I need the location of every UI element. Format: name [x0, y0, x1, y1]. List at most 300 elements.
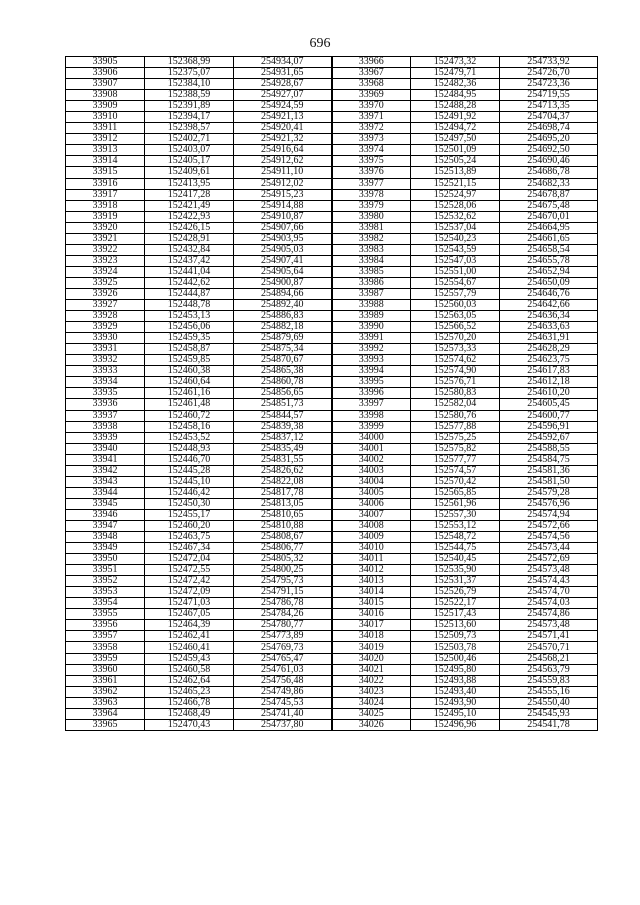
coord-y-left-cell: 254911,10	[234, 167, 332, 178]
coord-y-right-cell: 254584,75	[500, 454, 598, 465]
point-id-right-cell: 33991	[332, 333, 411, 344]
coord-x-right-cell: 152565,85	[411, 487, 500, 498]
coord-x-left-cell: 152460,72	[145, 410, 234, 421]
point-id-right-cell: 34005	[332, 487, 411, 498]
point-id-right-cell: 34003	[332, 465, 411, 476]
coord-y-right-cell: 254600,77	[500, 410, 598, 421]
coord-y-right-cell: 254581,36	[500, 465, 598, 476]
coord-x-right-cell: 152535,90	[411, 565, 500, 576]
coord-y-left-cell: 254886,83	[234, 311, 332, 322]
table-row	[66, 288, 598, 299]
coord-y-right-cell: 254631,91	[500, 333, 598, 344]
coord-y-left-cell: 254928,67	[234, 79, 332, 90]
coord-y-left-cell: 254924,59	[234, 101, 332, 112]
table-row	[66, 355, 598, 366]
coord-y-right-cell: 254610,20	[500, 388, 598, 399]
coord-x-left-cell: 152448,78	[145, 300, 234, 311]
coord-x-left-cell: 152459,85	[145, 355, 234, 366]
point-id-right-cell: 34004	[332, 476, 411, 487]
coord-y-left-cell: 254749,86	[234, 686, 332, 697]
coord-x-right-cell: 152540,45	[411, 554, 500, 565]
coord-y-right-cell: 254541,78	[500, 719, 598, 730]
table-row	[66, 543, 598, 554]
coord-x-right-cell: 152554,67	[411, 277, 500, 288]
point-id-left-cell: 33928	[66, 311, 145, 322]
coord-y-right-cell: 254704,37	[500, 112, 598, 123]
coord-x-left-cell: 152468,49	[145, 708, 234, 719]
coord-y-left-cell: 254745,53	[234, 697, 332, 708]
coord-x-right-cell: 152496,96	[411, 719, 500, 730]
point-id-right-cell: 33978	[332, 189, 411, 200]
point-id-left-cell: 33935	[66, 388, 145, 399]
coord-y-right-cell: 254571,41	[500, 631, 598, 642]
coord-x-left-cell: 152405,17	[145, 156, 234, 167]
coord-y-left-cell: 254808,67	[234, 532, 332, 543]
coord-x-right-cell: 152521,15	[411, 178, 500, 189]
coord-y-left-cell: 254822,08	[234, 476, 332, 487]
table-row	[66, 620, 598, 631]
point-id-left-cell: 33931	[66, 344, 145, 355]
coord-x-right-cell: 152493,40	[411, 686, 500, 697]
coord-y-right-cell: 254726,70	[500, 68, 598, 79]
coord-y-right-cell: 254545,93	[500, 708, 598, 719]
coord-x-left-cell: 152464,39	[145, 620, 234, 631]
coord-y-left-cell: 254813,05	[234, 498, 332, 509]
table-row	[66, 388, 598, 399]
point-id-right-cell: 34007	[332, 509, 411, 520]
table-row	[66, 90, 598, 101]
coord-x-left-cell: 152445,28	[145, 465, 234, 476]
coord-y-left-cell: 254920,41	[234, 123, 332, 134]
coord-y-left-cell: 254912,02	[234, 178, 332, 189]
coord-x-left-cell: 152403,07	[145, 145, 234, 156]
coord-x-left-cell: 152458,87	[145, 344, 234, 355]
table-row	[66, 79, 598, 90]
coord-x-right-cell: 152551,00	[411, 266, 500, 277]
point-id-left-cell: 33944	[66, 487, 145, 498]
coord-x-right-cell: 152540,23	[411, 233, 500, 244]
table-row	[66, 576, 598, 587]
coord-y-right-cell: 254574,56	[500, 532, 598, 543]
table-row	[66, 631, 598, 642]
coord-x-right-cell: 152573,33	[411, 344, 500, 355]
coord-x-right-cell: 152563,05	[411, 311, 500, 322]
point-id-left-cell: 33964	[66, 708, 145, 719]
coord-x-left-cell: 152428,91	[145, 233, 234, 244]
table-row	[66, 167, 598, 178]
page-number: 696	[309, 36, 331, 51]
coord-x-right-cell: 152570,42	[411, 476, 500, 487]
coord-y-right-cell: 254690,46	[500, 156, 598, 167]
coord-y-right-cell: 254636,34	[500, 311, 598, 322]
point-id-left-cell: 33927	[66, 300, 145, 311]
table-row	[66, 366, 598, 377]
point-id-left-cell: 33957	[66, 631, 145, 642]
coord-y-left-cell: 254756,48	[234, 675, 332, 686]
coord-x-left-cell: 152402,71	[145, 134, 234, 145]
point-id-right-cell: 34006	[332, 498, 411, 509]
point-id-left-cell: 33934	[66, 377, 145, 388]
coord-x-right-cell: 152509,73	[411, 631, 500, 642]
table-row	[66, 609, 598, 620]
coord-x-right-cell: 152561,96	[411, 498, 500, 509]
coord-x-left-cell: 152467,05	[145, 609, 234, 620]
point-id-left-cell: 33939	[66, 432, 145, 443]
coord-y-left-cell: 254856,65	[234, 388, 332, 399]
point-id-right-cell: 34008	[332, 520, 411, 531]
coord-y-right-cell: 254695,20	[500, 134, 598, 145]
coord-y-left-cell: 254892,40	[234, 300, 332, 311]
point-id-left-cell: 33960	[66, 664, 145, 675]
coord-y-left-cell: 254905,64	[234, 266, 332, 277]
coord-y-right-cell: 254719,55	[500, 90, 598, 101]
coord-y-left-cell: 254934,07	[234, 57, 332, 68]
coord-x-left-cell: 152455,17	[145, 509, 234, 520]
point-id-left-cell: 33921	[66, 233, 145, 244]
coord-x-right-cell: 152544,75	[411, 543, 500, 554]
table-row	[66, 156, 598, 167]
point-id-left-cell: 33959	[66, 653, 145, 664]
point-id-left-cell: 33963	[66, 697, 145, 708]
point-id-left-cell: 33924	[66, 266, 145, 277]
coord-x-left-cell: 152465,23	[145, 686, 234, 697]
point-id-right-cell: 34024	[332, 697, 411, 708]
table-row	[66, 112, 598, 123]
point-id-left-cell: 33942	[66, 465, 145, 476]
point-id-right-cell: 33968	[332, 79, 411, 90]
coord-x-right-cell: 152575,82	[411, 443, 500, 454]
coord-x-left-cell: 152413,95	[145, 178, 234, 189]
table-row	[66, 134, 598, 145]
table-row	[66, 222, 598, 233]
coord-y-left-cell: 254844,57	[234, 410, 332, 421]
point-id-right-cell: 34018	[332, 631, 411, 642]
table-row	[66, 244, 598, 255]
coord-y-right-cell: 254574,43	[500, 576, 598, 587]
point-id-right-cell: 33999	[332, 421, 411, 432]
point-id-right-cell: 33990	[332, 322, 411, 333]
coord-x-left-cell: 152461,48	[145, 399, 234, 410]
point-id-left-cell: 33947	[66, 520, 145, 531]
table-row	[66, 675, 598, 686]
coord-y-right-cell: 254563,79	[500, 664, 598, 675]
point-id-right-cell: 33998	[332, 410, 411, 421]
coord-y-left-cell: 254784,26	[234, 609, 332, 620]
table-row	[66, 487, 598, 498]
point-id-right-cell: 34019	[332, 642, 411, 653]
coord-y-left-cell: 254879,69	[234, 333, 332, 344]
coord-y-right-cell: 254550,40	[500, 697, 598, 708]
coord-x-left-cell: 152459,43	[145, 653, 234, 664]
coord-x-left-cell: 152453,13	[145, 311, 234, 322]
coord-y-left-cell: 254835,49	[234, 443, 332, 454]
table-row	[66, 377, 598, 388]
coord-y-right-cell: 254723,36	[500, 79, 598, 90]
point-id-left-cell: 33923	[66, 255, 145, 266]
coord-x-right-cell: 152503,78	[411, 642, 500, 653]
coord-y-right-cell: 254642,66	[500, 300, 598, 311]
coordinates-table	[65, 56, 598, 731]
point-id-right-cell: 33981	[332, 222, 411, 233]
coord-y-right-cell: 254682,33	[500, 178, 598, 189]
coord-x-left-cell: 152441,04	[145, 266, 234, 277]
coord-x-left-cell: 152417,28	[145, 189, 234, 200]
coord-y-left-cell: 254831,55	[234, 454, 332, 465]
coord-y-left-cell: 254795,73	[234, 576, 332, 587]
point-id-right-cell: 33973	[332, 134, 411, 145]
coord-y-right-cell: 254617,83	[500, 366, 598, 377]
coord-x-right-cell: 152522,17	[411, 598, 500, 609]
coord-x-left-cell: 152444,87	[145, 288, 234, 299]
coord-y-left-cell: 254905,03	[234, 244, 332, 255]
point-id-right-cell: 34013	[332, 576, 411, 587]
coord-y-right-cell: 254612,18	[500, 377, 598, 388]
point-id-right-cell: 33983	[332, 244, 411, 255]
coord-x-left-cell: 152472,04	[145, 554, 234, 565]
table-row	[66, 399, 598, 410]
coord-y-right-cell: 254650,09	[500, 277, 598, 288]
coord-x-left-cell: 152471,03	[145, 598, 234, 609]
point-id-right-cell: 33972	[332, 123, 411, 134]
coord-x-left-cell: 152426,15	[145, 222, 234, 233]
coord-y-right-cell: 254574,94	[500, 509, 598, 520]
table-row	[66, 686, 598, 697]
point-id-right-cell: 34026	[332, 719, 411, 730]
coord-x-left-cell: 152472,55	[145, 565, 234, 576]
coord-y-right-cell: 254592,67	[500, 432, 598, 443]
coord-x-right-cell: 152479,71	[411, 68, 500, 79]
point-id-left-cell: 33919	[66, 211, 145, 222]
point-id-right-cell: 33970	[332, 101, 411, 112]
coord-y-left-cell: 254900,87	[234, 277, 332, 288]
point-id-right-cell: 33986	[332, 277, 411, 288]
point-id-left-cell: 33920	[66, 222, 145, 233]
point-id-left-cell: 33926	[66, 288, 145, 299]
point-id-left-cell: 33965	[66, 719, 145, 730]
table-row	[66, 255, 598, 266]
table-row	[66, 664, 598, 675]
point-id-left-cell: 33933	[66, 366, 145, 377]
point-id-left-cell: 33906	[66, 68, 145, 79]
point-id-left-cell: 33946	[66, 509, 145, 520]
coord-y-left-cell: 254927,07	[234, 90, 332, 101]
coord-y-left-cell: 254780,77	[234, 620, 332, 631]
coord-y-left-cell: 254806,77	[234, 543, 332, 554]
point-id-right-cell: 34022	[332, 675, 411, 686]
point-id-left-cell: 33908	[66, 90, 145, 101]
table-row	[66, 189, 598, 200]
coord-x-right-cell: 152493,88	[411, 675, 500, 686]
point-id-right-cell: 33966	[332, 57, 411, 68]
coord-x-right-cell: 152574,62	[411, 355, 500, 366]
point-id-right-cell: 33969	[332, 90, 411, 101]
coord-y-left-cell: 254741,40	[234, 708, 332, 719]
point-id-left-cell: 33943	[66, 476, 145, 487]
table-row	[66, 233, 598, 244]
table-row	[66, 454, 598, 465]
coord-y-left-cell: 254837,12	[234, 432, 332, 443]
point-id-right-cell: 33976	[332, 167, 411, 178]
coord-y-right-cell: 254568,21	[500, 653, 598, 664]
point-id-left-cell: 33952	[66, 576, 145, 587]
table-row	[66, 101, 598, 112]
point-id-left-cell: 33948	[66, 532, 145, 543]
point-id-left-cell: 33945	[66, 498, 145, 509]
table-row	[66, 532, 598, 543]
point-id-right-cell: 33985	[332, 266, 411, 277]
table-row	[66, 642, 598, 653]
point-id-left-cell: 33936	[66, 399, 145, 410]
point-id-left-cell: 33925	[66, 277, 145, 288]
point-id-right-cell: 33996	[332, 388, 411, 399]
point-id-left-cell: 33961	[66, 675, 145, 686]
point-id-left-cell: 33929	[66, 322, 145, 333]
table-row	[66, 520, 598, 531]
coord-y-right-cell: 254678,87	[500, 189, 598, 200]
coord-x-right-cell: 152574,90	[411, 366, 500, 377]
point-id-right-cell: 34021	[332, 664, 411, 675]
coord-x-left-cell: 152384,10	[145, 79, 234, 90]
coord-x-right-cell: 152557,30	[411, 509, 500, 520]
coord-y-left-cell: 254765,47	[234, 653, 332, 664]
point-id-left-cell: 33955	[66, 609, 145, 620]
coord-x-right-cell: 152495,80	[411, 664, 500, 675]
coord-x-left-cell: 152445,10	[145, 476, 234, 487]
coord-y-left-cell: 254860,78	[234, 377, 332, 388]
table-row	[66, 653, 598, 664]
coord-x-left-cell: 152460,38	[145, 366, 234, 377]
point-id-left-cell: 33905	[66, 57, 145, 68]
coord-x-left-cell: 152437,42	[145, 255, 234, 266]
point-id-right-cell: 34015	[332, 598, 411, 609]
point-id-left-cell: 33913	[66, 145, 145, 156]
point-id-right-cell: 34002	[332, 454, 411, 465]
table-row	[66, 719, 598, 730]
point-id-right-cell: 33980	[332, 211, 411, 222]
coord-y-right-cell: 254646,76	[500, 288, 598, 299]
coord-y-left-cell: 254907,66	[234, 222, 332, 233]
coord-y-left-cell: 254773,89	[234, 631, 332, 642]
coord-x-left-cell: 152472,42	[145, 576, 234, 587]
coord-x-right-cell: 152580,83	[411, 388, 500, 399]
coord-y-left-cell: 254875,34	[234, 344, 332, 355]
point-id-left-cell: 33937	[66, 410, 145, 421]
coord-y-left-cell: 254786,78	[234, 598, 332, 609]
coord-x-right-cell: 152491,92	[411, 112, 500, 123]
coord-x-left-cell: 152422,93	[145, 211, 234, 222]
coord-x-right-cell: 152493,90	[411, 697, 500, 708]
table-row	[66, 200, 598, 211]
coord-x-right-cell: 152526,79	[411, 587, 500, 598]
point-id-right-cell: 34020	[332, 653, 411, 664]
coord-x-right-cell: 152517,43	[411, 609, 500, 620]
coord-x-right-cell: 152484,95	[411, 90, 500, 101]
coord-x-left-cell: 152456,06	[145, 322, 234, 333]
coord-y-right-cell: 254572,69	[500, 554, 598, 565]
coord-x-left-cell: 152446,70	[145, 454, 234, 465]
point-id-left-cell: 33909	[66, 101, 145, 112]
point-id-left-cell: 33958	[66, 642, 145, 653]
table-row	[66, 554, 598, 565]
coord-y-left-cell: 254810,65	[234, 509, 332, 520]
coord-x-right-cell: 152513,60	[411, 620, 500, 631]
point-id-right-cell: 33992	[332, 344, 411, 355]
coord-x-right-cell: 152547,03	[411, 255, 500, 266]
point-id-right-cell: 34000	[332, 432, 411, 443]
coord-x-left-cell: 152394,17	[145, 112, 234, 123]
table-row	[66, 68, 598, 79]
coord-y-left-cell: 254810,88	[234, 520, 332, 531]
coord-y-left-cell: 254921,32	[234, 134, 332, 145]
coord-x-left-cell: 152467,34	[145, 543, 234, 554]
coord-x-left-cell: 152450,30	[145, 498, 234, 509]
point-id-left-cell: 33918	[66, 200, 145, 211]
table-row	[66, 587, 598, 598]
coord-y-left-cell: 254791,15	[234, 587, 332, 598]
coord-y-left-cell: 254921,13	[234, 112, 332, 123]
point-id-right-cell: 33967	[332, 68, 411, 79]
coord-x-right-cell: 152553,12	[411, 520, 500, 531]
point-id-left-cell: 33930	[66, 333, 145, 344]
coord-y-right-cell: 254675,48	[500, 200, 598, 211]
table-row	[66, 476, 598, 487]
coord-y-left-cell: 254910,87	[234, 211, 332, 222]
coord-y-right-cell: 254655,78	[500, 255, 598, 266]
point-id-right-cell: 33971	[332, 112, 411, 123]
coord-y-right-cell: 254574,86	[500, 609, 598, 620]
point-id-right-cell: 33995	[332, 377, 411, 388]
coord-x-right-cell: 152524,97	[411, 189, 500, 200]
point-id-left-cell: 33915	[66, 167, 145, 178]
coord-y-right-cell: 254623,75	[500, 355, 598, 366]
coord-x-left-cell: 152462,41	[145, 631, 234, 642]
table-row	[66, 266, 598, 277]
coord-y-right-cell: 254559,83	[500, 675, 598, 686]
point-id-left-cell: 33911	[66, 123, 145, 134]
point-id-right-cell: 33974	[332, 145, 411, 156]
coord-x-right-cell: 152531,37	[411, 576, 500, 587]
coord-x-right-cell: 152532,62	[411, 211, 500, 222]
point-id-right-cell: 33988	[332, 300, 411, 311]
coord-x-left-cell: 152453,52	[145, 432, 234, 443]
coord-x-right-cell: 152495,10	[411, 708, 500, 719]
point-id-right-cell: 34010	[332, 543, 411, 554]
table-row	[66, 509, 598, 520]
coord-y-right-cell: 254652,94	[500, 266, 598, 277]
point-id-left-cell: 33954	[66, 598, 145, 609]
point-id-left-cell: 33910	[66, 112, 145, 123]
point-id-left-cell: 33932	[66, 355, 145, 366]
coord-y-right-cell: 254574,03	[500, 598, 598, 609]
table-row	[66, 465, 598, 476]
point-id-right-cell: 34014	[332, 587, 411, 598]
coord-y-right-cell: 254572,66	[500, 520, 598, 531]
coord-x-right-cell: 152575,25	[411, 432, 500, 443]
coord-x-left-cell: 152461,16	[145, 388, 234, 399]
coord-y-right-cell: 254692,50	[500, 145, 598, 156]
coord-y-right-cell: 254581,50	[500, 476, 598, 487]
point-id-right-cell: 34009	[332, 532, 411, 543]
coord-y-right-cell: 254596,91	[500, 421, 598, 432]
point-id-right-cell: 34025	[332, 708, 411, 719]
coord-x-right-cell: 152500,46	[411, 653, 500, 664]
coord-y-right-cell: 254733,92	[500, 57, 598, 68]
coord-y-left-cell: 254870,67	[234, 355, 332, 366]
coord-x-right-cell: 152574,57	[411, 465, 500, 476]
coord-y-left-cell: 254865,38	[234, 366, 332, 377]
coord-x-right-cell: 152570,20	[411, 333, 500, 344]
point-id-left-cell: 33941	[66, 454, 145, 465]
